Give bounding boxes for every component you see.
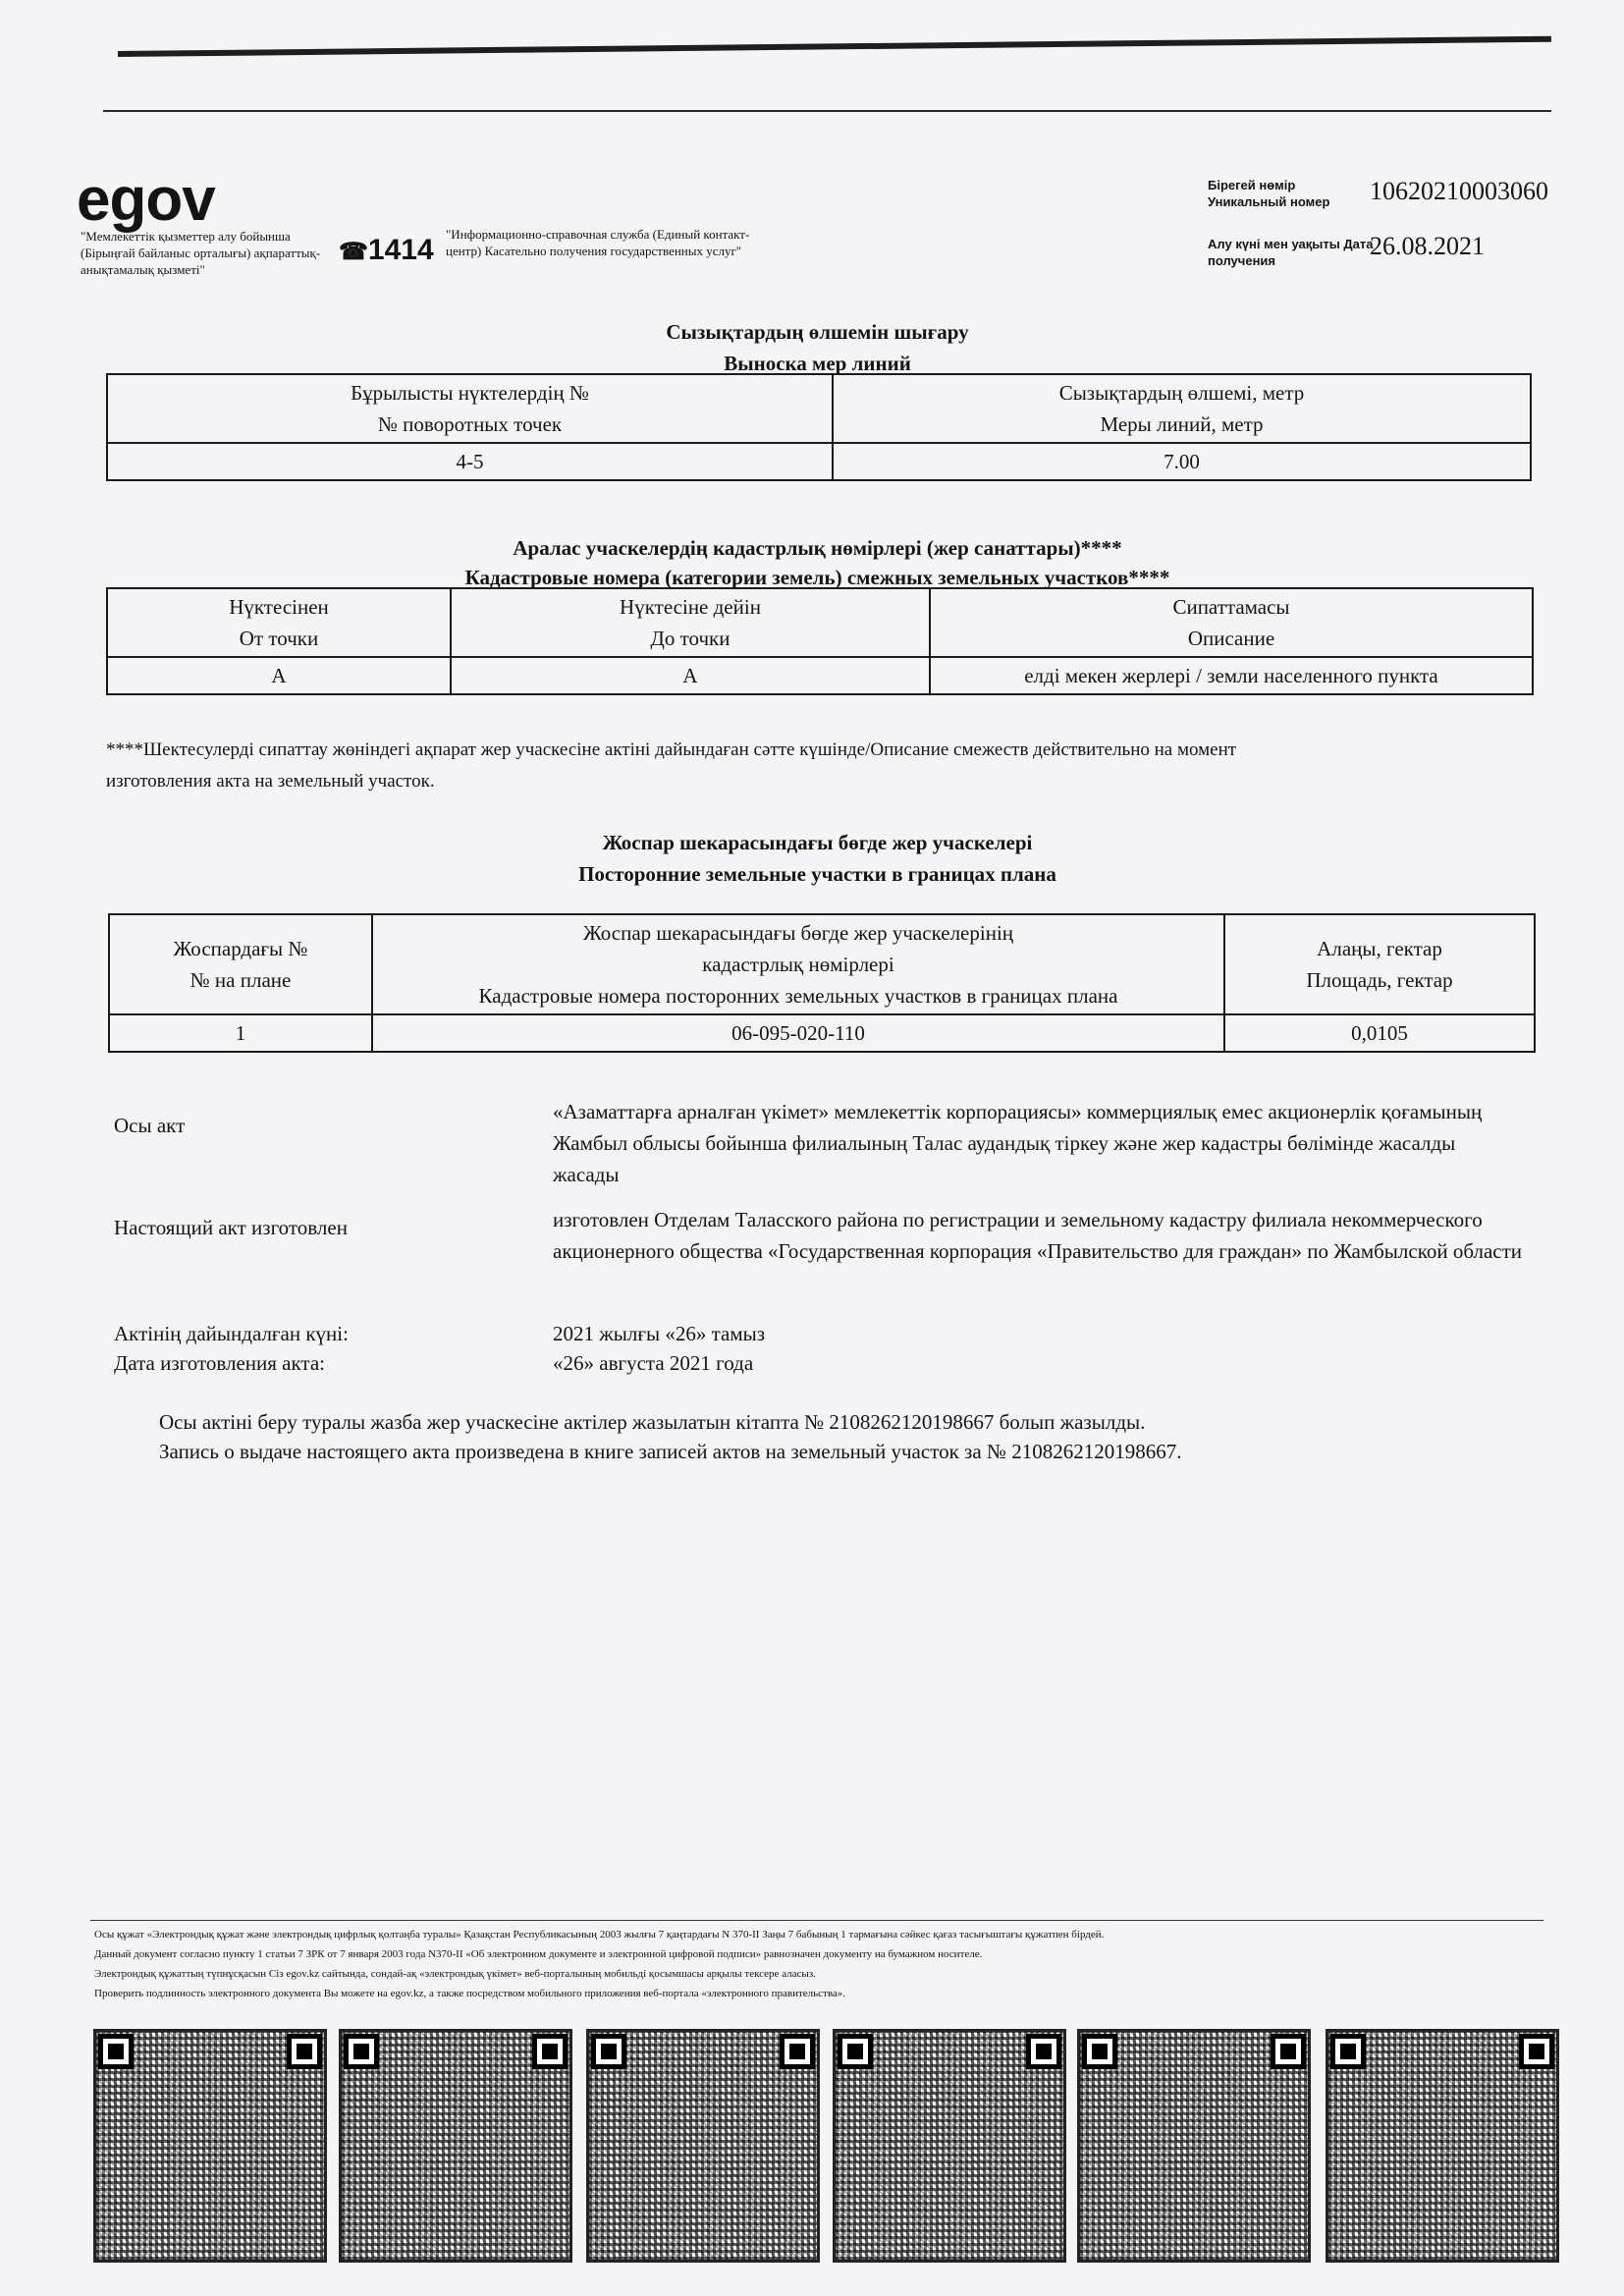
act-text-ru: изготовлен Отделам Таласского района по регистрации и земельному кадастру филиала некоммерческого акционерного общества «Государственная корпорация «Правительство для граждан» по Жамбылской области	[553, 1208, 1523, 1263]
col-header-measure: Сызықтардың өлшемі, метр Меры линий, метр	[833, 374, 1531, 443]
qr-code-6	[1326, 2029, 1559, 2263]
adjacent-plots-table	[106, 587, 1534, 695]
footer-rule	[90, 1920, 1543, 1921]
table-cell: А	[107, 657, 451, 694]
unique-number-label: Бірегей нөмір Уникальный номер	[1208, 178, 1330, 209]
table-cell: 06-095-020-110	[372, 1014, 1224, 1052]
act-date-label-kz: Актінің дайындалған күні:	[114, 1322, 349, 1345]
unique-number-value: 10620210003060	[1370, 177, 1548, 205]
act-date-value-ru: «26» августа 2021 года	[553, 1351, 754, 1375]
foreign-plots-table	[108, 913, 1536, 1053]
table-cell: А	[451, 657, 930, 694]
col-header-from: Нүктесінен От точки	[107, 588, 451, 657]
qr-code-3	[586, 2029, 820, 2263]
table-cell: 0,0105	[1224, 1014, 1535, 1052]
egov-logo: egov	[77, 166, 215, 234]
section1-title-kz: Сызықтардың өлшемін шығару	[666, 320, 969, 344]
act-text-kz: «Азаматтарға арналған үкімет» мемлекеттік корпорациясы» коммерциялық емес акционерлік қоғамының Жамбыл облысы бойынша филиалының Талас аудандық тіркеу және жер кадастры бөлімінде жасалды жасады	[553, 1100, 1483, 1186]
qr-code-2	[339, 2029, 572, 2263]
qr-code-1	[93, 2029, 327, 2263]
top-border-line	[118, 36, 1551, 57]
section2-title-ru: Кадастровые номера (категории земель) смежных земельных участков****	[464, 566, 1170, 589]
footer-legal-text: Осы құжат «Электрондық құжат және электрондық цифрлық қолтаңба туралы» Қазақстан Республикасының 2003 жылғы 7 қаңтардағы N 370-II Заңы 7 бабының 1 тармағына сәйкес қағаз тасығыштағы құжатпен бірдей. Данный документ согласно пункту 1 статьи 7 ЗРК от 7 января 2003 года N370-II «Об электронном документе и электронной цифровой подписи» равнозначен документу на бумажном носителе. Электрондық құжаттың түпнұсқасын Сіз egov.kz сайтында, сондай-ақ «электрондық үкімет» веб-порталының мобильді қосымшасы арқылы тексере аласыз. Проверить подлинность электронного документа Вы можете на egov.kz, а также посредством мобильного приложения веб-портала «электронного правительства».	[94, 1929, 1105, 1999]
footnote: ****Шектесулерді сипаттау жөніндегі ақпарат жер учаскесіне актіні дайындаған сәтте күшінде/Описание смежеств действительно на момент изготовления акта на земельный участок.	[106, 739, 1237, 792]
qr-code-5	[1077, 2029, 1311, 2263]
header-rule	[103, 110, 1551, 112]
receipt-date-label: Алу күні мен уақыты Дата получения	[1208, 237, 1374, 268]
phone-number: ☎1414	[339, 234, 434, 266]
section1-title-ru: Выноска мер линий	[724, 352, 911, 375]
table-cell: елді мекен жерлері / земли населенного пункта	[930, 657, 1533, 694]
contact-center-caption-kz: "Мемлекеттік қызметтер алу бойынша (Бірыңғай байланыс орталығы) ақпараттық-анықтамалық қызметі"	[81, 229, 321, 277]
act-label-ru: Настоящий акт изготовлен	[114, 1216, 348, 1239]
act-date-label-ru: Дата изготовления акта:	[114, 1351, 326, 1375]
col-header-cadastral-numbers: Жоспар шекарасындағы бөгде жер учаскелерінің кадастрлық нөмірлері Кадастровые номера посторонних земельных участков в границах плана	[372, 914, 1224, 1014]
qr-code-4	[833, 2029, 1066, 2263]
col-header-points: Бұрылысты нүктелердің № № поворотных точек	[107, 374, 833, 443]
col-header-plan-number: Жоспардағы № № на плане	[109, 914, 372, 1014]
line-measures-table	[106, 373, 1532, 481]
section2-title-kz: Аралас учаскелердің кадастрлық нөмірлері (жер санаттары)****	[513, 536, 1122, 560]
record-ru: Запись о выдаче настоящего акта произведена в книге записей актов на земельный участок за № 2108262120198667.	[159, 1440, 1182, 1463]
receipt-date-value: 26.08.2021	[1370, 232, 1485, 260]
section3-title-ru: Посторонние земельные участки в границах плана	[578, 862, 1056, 886]
table-cell: 4-5	[107, 443, 833, 480]
table-cell: 7.00	[833, 443, 1531, 480]
table-cell: 1	[109, 1014, 372, 1052]
col-header-description: Сипаттамасы Описание	[930, 588, 1533, 657]
record-kz: Осы актіні беру туралы жазба жер учаскесіне актілер жазылатын кітапта № 2108262120198667 болып жазылды.	[159, 1410, 1146, 1434]
phone-icon: ☎	[339, 239, 368, 265]
section3-title-kz: Жоспар шекарасындағы бөгде жер учаскелері	[602, 831, 1033, 854]
col-header-to: Нүктесіне дейін До точки	[451, 588, 930, 657]
col-header-area: Алаңы, гектар Площадь, гектар	[1224, 914, 1535, 1014]
contact-center-caption-ru: "Информационно-справочная служба (Единый контакт-центр) Касательно получения государственных услуг"	[446, 227, 750, 258]
act-label-kz: Осы акт	[114, 1114, 186, 1137]
act-date-value-kz: 2021 жылғы «26» тамыз	[553, 1322, 766, 1345]
